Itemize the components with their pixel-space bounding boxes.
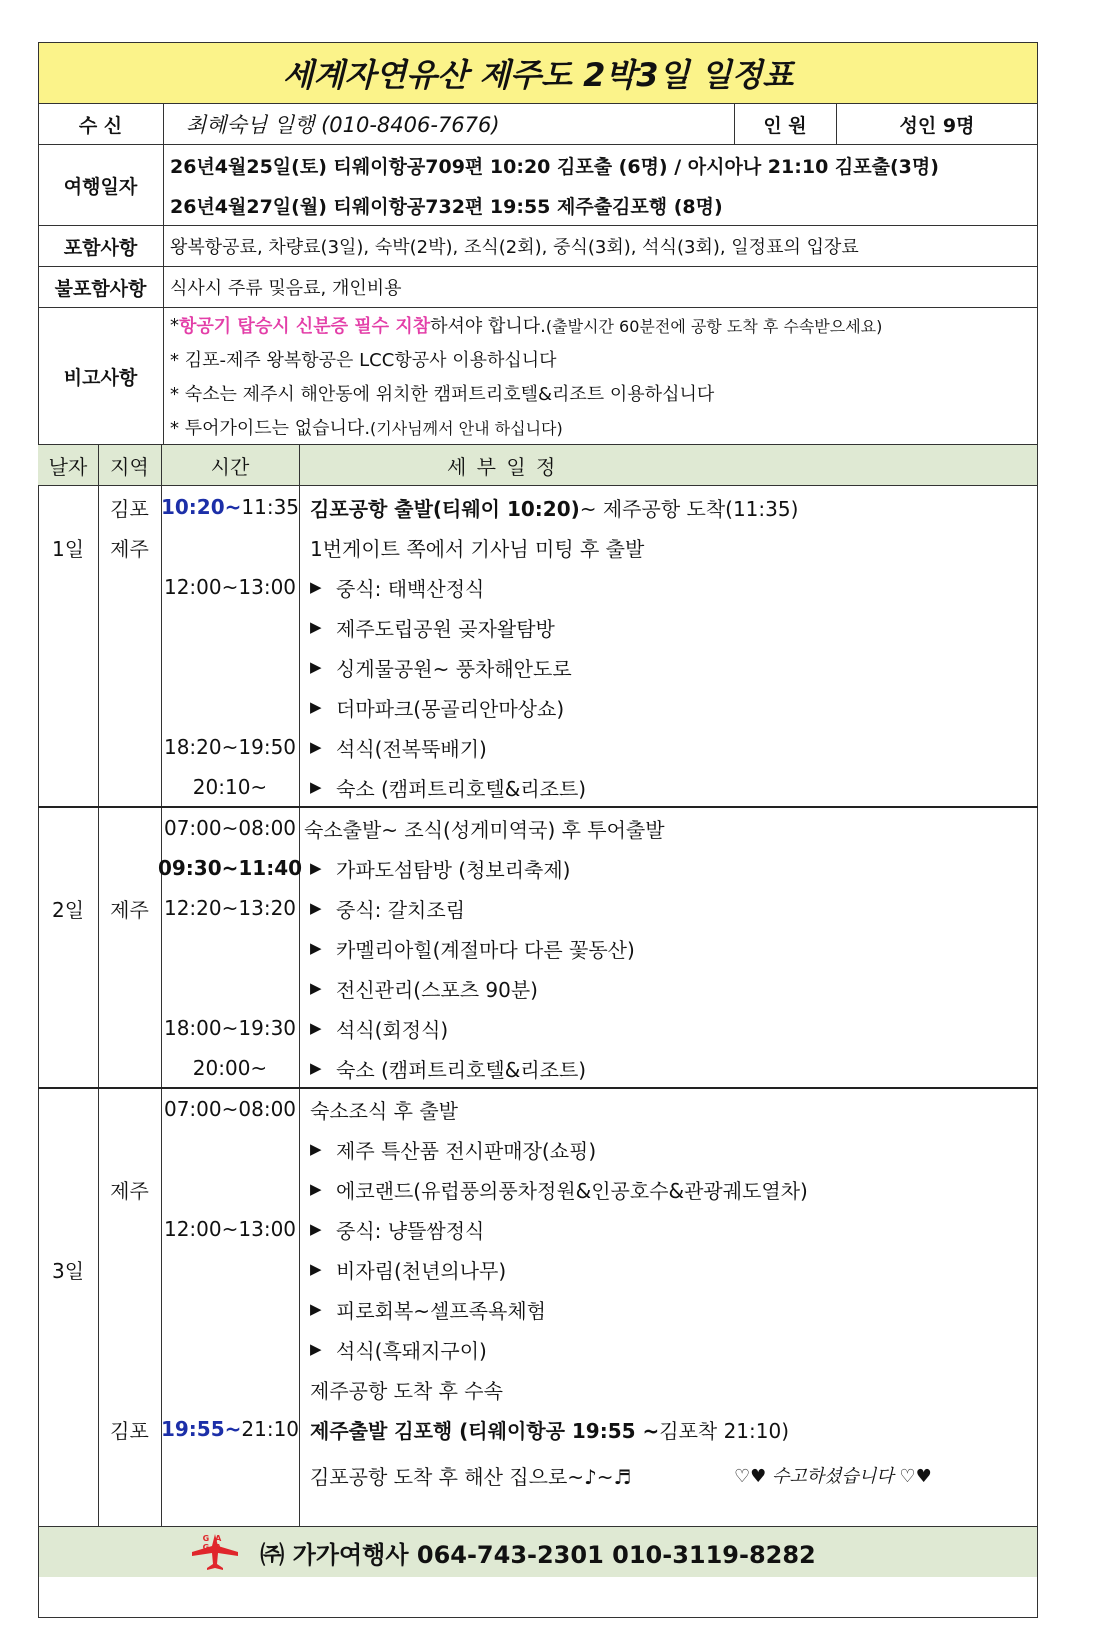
day1-row-1-bold: 김포공항 출발(티웨이 10:20) xyxy=(310,496,580,521)
people-label xyxy=(734,104,836,144)
day3-row-9-bold: 제주출발 김포행 (티웨이항공 19:55 ~ xyxy=(310,1418,660,1443)
day2-row-2-time: 09:30~11:40 xyxy=(157,856,303,880)
day3-row-4 xyxy=(38,1208,1038,1250)
note-1-small: (출발시간 60분전에 공항 도착 후 수속받으세요) xyxy=(545,316,883,336)
day3-row-1-time: 07:00~08:00 xyxy=(163,1097,297,1121)
recipient-label-text: 수 신 xyxy=(78,114,123,137)
day3-row-5 xyxy=(38,1248,1038,1290)
day3-region-1: 제주 xyxy=(110,1178,149,1203)
header-time-text: 시간 xyxy=(210,454,250,479)
day3-row-2 xyxy=(38,1128,1038,1170)
day3-row-7-detail xyxy=(310,1328,1030,1370)
day3-row-9 xyxy=(38,1408,1038,1450)
day3-label: 3일 xyxy=(51,1258,85,1283)
day1-row-2-detail: 1번게이트 쪽에서 기사님 미팅 후 출발 xyxy=(310,536,645,561)
excluded-label xyxy=(38,267,163,307)
day3-row-8-detail: 제주공항 도착 후 수속 xyxy=(310,1378,503,1403)
day3-region-2: 김포 xyxy=(110,1418,149,1443)
day2-row-5-text: 전신관리(스포츠 90분) xyxy=(336,977,538,1002)
day1-row-3-time: 12:00~13:00 xyxy=(163,575,297,599)
included-label-text: 포함사항 xyxy=(63,236,138,259)
day3-row-3-text: 에코랜드(유럽풍의풍차정원&인공호수&관광궤도열차) xyxy=(336,1178,808,1203)
title-text: 세계자연유산 제주도 2박3일 일정표 xyxy=(282,56,794,94)
day2-row-7-detail xyxy=(310,1047,1030,1089)
day2-row-3-time: 12:20~13:20 xyxy=(163,896,297,920)
day1-row-1-time-a: 10:20~ xyxy=(160,495,242,519)
arrow-icon: ▶ xyxy=(310,899,322,917)
day3-row-7 xyxy=(38,1328,1038,1370)
itinerary-sheet xyxy=(38,42,1038,1618)
day3-row-2-text: 제주 특산품 전시판매장(쇼핑) xyxy=(336,1138,597,1163)
day1-row-8-detail xyxy=(310,766,1030,808)
included-value-text: 왕복항공료, 차량료(3일), 숙박(2박), 조식(2회), 중식(3회), 석식(3회), 일정표의 입장료 xyxy=(170,237,859,258)
day2-row-7-time: 20:00~ xyxy=(192,1056,268,1080)
date-label xyxy=(38,145,163,225)
date-line-1 xyxy=(170,145,1038,185)
day3-row-4-text: 중식: 냥뜰쌈정식 xyxy=(336,1218,485,1243)
day2-row-6-detail xyxy=(310,1007,1030,1049)
day1-row-1-detail xyxy=(310,486,1030,528)
day1-row-3 xyxy=(38,566,1038,608)
note-2 xyxy=(170,342,1038,376)
day1-row-7 xyxy=(38,726,1038,768)
people-value-text: 성인 9명 xyxy=(899,114,975,137)
day3-row-8 xyxy=(38,1368,1038,1410)
day1-row-5 xyxy=(38,646,1038,688)
notes-label xyxy=(38,308,163,444)
day3-row-3-detail xyxy=(310,1168,1030,1210)
people-value xyxy=(836,104,1038,144)
day2-row-7-text: 숙소 (캠퍼트리호텔&리조트) xyxy=(336,1057,587,1082)
day2-row-6-time: 18:00~19:30 xyxy=(163,1016,297,1040)
day2-row-6-text: 석식(회정식) xyxy=(336,1017,449,1042)
closing-message: ♡♥ 수고하셨습니다 ♡♥ xyxy=(734,1466,932,1487)
day1-row-6 xyxy=(38,686,1038,728)
day1-row-7-text: 석식(전복뚝배기) xyxy=(336,736,487,761)
day3-row-2-detail xyxy=(310,1128,1030,1170)
header-detail xyxy=(299,445,1037,485)
arrow-icon: ▶ xyxy=(310,1059,322,1077)
note-4 xyxy=(170,410,1038,444)
day1-row-8 xyxy=(38,766,1038,808)
arrow-icon: ▶ xyxy=(310,578,322,596)
day2-row-1 xyxy=(38,807,1038,849)
header-detail-text: 세 부 일 정 xyxy=(447,454,558,479)
note-1-prefix: * xyxy=(170,314,179,336)
day2-row-5-detail xyxy=(310,967,1030,1009)
day1-region-2: 제주 xyxy=(110,536,149,561)
day2-row-6 xyxy=(38,1007,1038,1049)
day2-row-1-detail: 숙소출발~ 조식(성게미역국) 후 투어출발 xyxy=(304,817,665,842)
header-time xyxy=(161,445,299,485)
recipient-value xyxy=(186,104,726,144)
day3-row-9-rest: 김포착 21:10) xyxy=(659,1418,790,1443)
note-4-small: (기사님께서 안내 하십니다) xyxy=(370,418,563,438)
arrow-icon: ▶ xyxy=(310,979,322,997)
arrow-icon: ▶ xyxy=(310,1220,322,1238)
day1-row-4-text: 제주도립공원 곶자왈탐방 xyxy=(336,616,555,641)
date-line-1-text: 26년4월25일(토) 티웨이항공709편 10:20 김포출 (6명) / 아시아나 21:10 김포출(3명) xyxy=(170,155,939,178)
arrow-icon: ▶ xyxy=(310,738,322,756)
day1-row-1-time xyxy=(161,486,299,528)
note-3-text: * 숙소는 제주시 해안동에 위치한 캠퍼트리호텔&리조트 이용하십니다 xyxy=(170,384,715,405)
day3-row-4-detail xyxy=(310,1208,1030,1250)
day3-row-6 xyxy=(38,1288,1038,1330)
arrow-icon: ▶ xyxy=(310,859,322,877)
day3-row-7-text: 석식(흑돼지구이) xyxy=(336,1338,487,1363)
day1-row-5-text: 싱게물공원~ 풍차해안도로 xyxy=(336,656,572,681)
arrow-icon: ▶ xyxy=(310,1340,322,1358)
header-region xyxy=(98,445,161,485)
note-3 xyxy=(170,376,1038,410)
arrow-icon: ▶ xyxy=(310,1180,322,1198)
day3-row-5-text: 비자림(천년의나무) xyxy=(336,1258,507,1283)
day1-row-6-text: 더마파크(몽골리안마상쇼) xyxy=(336,696,565,721)
excluded-label-text: 불포함사항 xyxy=(54,277,147,300)
day1-row-3-text: 중식: 태백산정식 xyxy=(336,576,485,601)
included-value xyxy=(170,226,1038,266)
day2-row-4-text: 카멜리아힐(계절마다 다른 꽃동산) xyxy=(336,937,635,962)
note-4-main: * 투어가이드는 없습니다. xyxy=(170,418,371,439)
airplane-logo-icon xyxy=(188,1532,242,1572)
excluded-value-text: 식사시 주류 및음료, 개인비용 xyxy=(170,278,402,299)
recipient-label xyxy=(38,104,163,144)
included-label xyxy=(38,226,163,266)
day2-row-7 xyxy=(38,1047,1038,1089)
arrow-icon: ▶ xyxy=(310,1140,322,1158)
arrow-icon: ▶ xyxy=(310,618,322,636)
arrow-icon: ▶ xyxy=(310,939,322,957)
date-label-text: 여행일자 xyxy=(63,175,138,198)
day1-region-1: 김포 xyxy=(110,496,149,521)
day1-row-1-rest: ~ 제주공항 도착(11:35) xyxy=(579,496,799,521)
notes-label-text: 비고사항 xyxy=(63,366,138,389)
day3-row-1 xyxy=(38,1088,1038,1130)
arrow-icon: ▶ xyxy=(310,778,322,796)
day1-row-7-detail xyxy=(310,726,1030,768)
note-2-text: * 김포-제주 왕복항공은 LCC항공사 이용하십니다 xyxy=(170,350,557,371)
date-line-2 xyxy=(170,185,1038,225)
day3-row-4-time: 12:00~13:00 xyxy=(163,1217,297,1241)
day3-row-1-detail: 숙소조식 후 출발 xyxy=(310,1098,458,1123)
day1-row-8-text: 숙소 (캠퍼트리호텔&리조트) xyxy=(336,776,587,801)
day1-row-1 xyxy=(38,486,1038,528)
day2-row-5 xyxy=(38,967,1038,1009)
header-day-text: 날자 xyxy=(48,454,88,479)
day3-row-10 xyxy=(38,1450,1038,1500)
day1-row-6-detail xyxy=(310,686,1030,728)
arrow-icon: ▶ xyxy=(310,658,322,676)
day3-row-9-time-b: 21:10 xyxy=(241,1417,300,1441)
day3-row-6-detail xyxy=(310,1288,1030,1330)
day3-row-9-detail xyxy=(310,1408,1030,1450)
day3-row-9-time-a: 19:55~ xyxy=(160,1417,242,1441)
date-line-2-text: 26년4월27일(월) 티웨이항공732편 19:55 제주출김포행 (8명) xyxy=(170,195,723,218)
arrow-icon: ▶ xyxy=(310,698,322,716)
note-1-highlight: 항공기 탑승시 신분증 필수 지참 xyxy=(179,316,431,337)
arrow-icon: ▶ xyxy=(310,1260,322,1278)
logo-text: GA GA xyxy=(202,1534,228,1552)
day3-row-9-time xyxy=(161,1408,299,1450)
day2-label: 2일 xyxy=(51,897,85,922)
day1-row-8-time: 20:10~ xyxy=(192,775,268,799)
arrow-icon: ▶ xyxy=(310,1300,322,1318)
day3-row-3 xyxy=(38,1168,1038,1210)
note-1 xyxy=(170,308,1038,342)
day1-row-4-detail xyxy=(310,606,1030,648)
day1-row-2 xyxy=(38,526,1038,568)
day1-row-1-time-b: 11:35 xyxy=(241,495,300,519)
note-1-main: 하셔야 합니다. xyxy=(430,316,546,337)
day3-row-5-detail xyxy=(310,1248,1030,1290)
day3-row-6-text: 피로회복~셀프족욕체험 xyxy=(336,1298,546,1323)
day1-row-3-detail xyxy=(310,566,1030,608)
header-region-text: 지역 xyxy=(110,454,149,479)
header-day xyxy=(38,445,98,485)
day2-row-1-time: 07:00~08:00 xyxy=(163,816,297,840)
day1-row-5-detail xyxy=(310,646,1030,688)
day2-row-2-detail xyxy=(310,847,1030,889)
day2-row-2-text: 가파도섬탐방 (청보리축제) xyxy=(336,857,571,882)
day1-label: 1일 xyxy=(51,536,85,561)
day2-row-3-detail xyxy=(310,887,1030,929)
day2-region: 제주 xyxy=(110,897,149,922)
day2-row-4 xyxy=(38,927,1038,969)
day2-row-2 xyxy=(38,847,1038,889)
day1-row-7-time: 18:20~19:50 xyxy=(163,735,297,759)
day1-row-4 xyxy=(38,606,1038,648)
page-title xyxy=(39,43,1037,103)
day2-row-3 xyxy=(38,887,1038,929)
recipient-value-text: 최혜숙님 일행 (010-8406-7676) xyxy=(186,113,500,137)
day2-row-3-text: 중식: 갈치조림 xyxy=(336,897,466,922)
people-label-text: 인 원 xyxy=(763,114,807,137)
arrow-icon: ▶ xyxy=(310,1019,322,1037)
day2-row-4-detail xyxy=(310,927,1030,969)
excluded-value xyxy=(170,267,1038,307)
company-contact: ㈜ 가가여행사 064-743-2301 010-3119-8282 xyxy=(260,1540,816,1569)
day3-row-10-detail: 김포공항 도착 후 해산 집으로~♪~♬ xyxy=(310,1464,632,1489)
